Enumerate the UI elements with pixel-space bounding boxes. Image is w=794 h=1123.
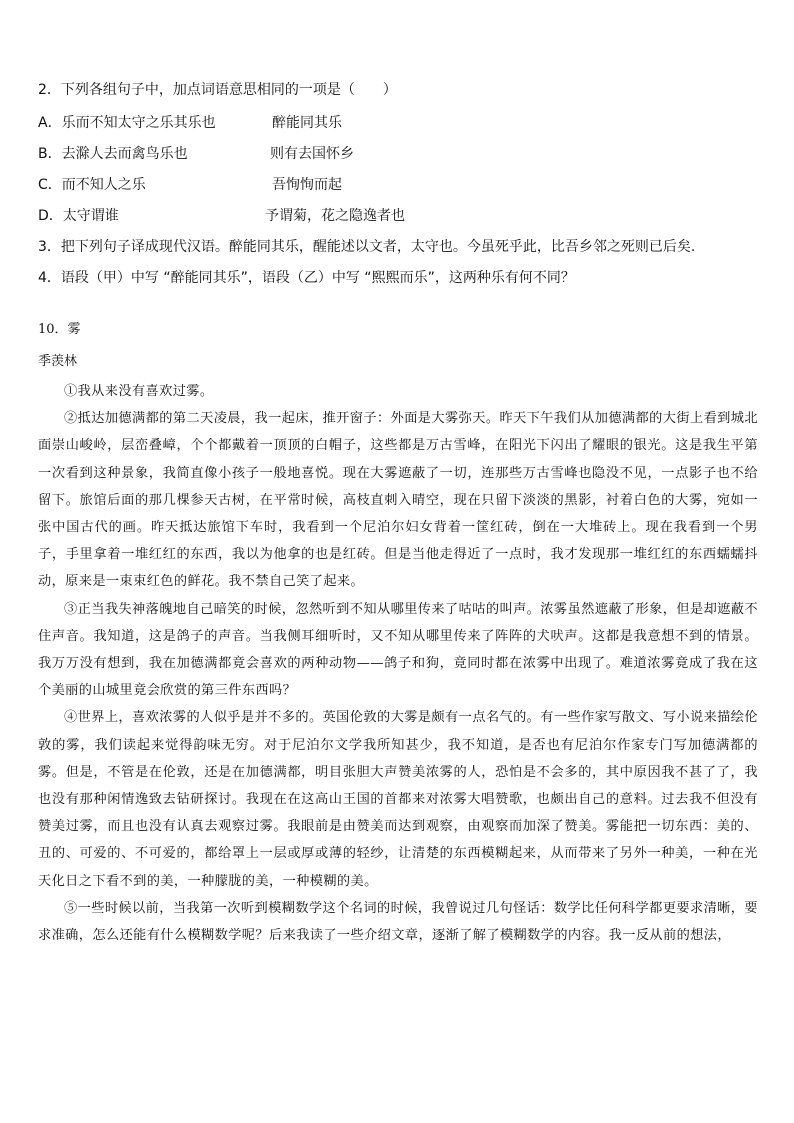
- option-b-left: B．去滁人去而禽鸟乐也: [38, 146, 188, 162]
- article-author: 季羡林: [38, 354, 78, 369]
- article-number-title: 10．雾: [38, 322, 81, 337]
- option-d-right: 予谓菊，花之隐逸者也: [265, 208, 405, 224]
- option-b-right: 则有去国怀乡: [270, 146, 354, 162]
- option-d-left: D．太守谓谁: [38, 208, 119, 224]
- question-3: 3．把下列句子译成现代汉语。醉能同其乐，醒能述以文者，太守也。今虽死乎此，比吾乡邻之死则已后矣.: [38, 239, 696, 255]
- article-paragraph-3: ③正当我失神落魄地自己暗笑的时候，忽然听到不知从哪里传来了咕咕的叫声。浓雾虽然遮蔽了形象，但是却遮蔽不住声音。我知道，这是鸽子的声音。当我侧耳细听时，又不知从哪里传来了阵阵的犬吠声。这都是我意想不到的情景。我万万没有想到，我在加德满都竟会喜欢的两种动物——鸽子和狗，竟同时都在浓雾中出现了。难道浓雾竟成了我在这个美丽的山城里竟会欣赏的第三件东西吗？: [38, 601, 758, 699]
- option-a-left: A．乐而不知太守之乐其乐也: [38, 115, 216, 131]
- article-paragraph-2: ②抵达加德满都的第二天凌晨，我一起床，推开窗子：外面是大雾弥天。昨天下午我们从加德满都的大街上看到城北面崇山峻岭，层峦叠嶂，个个都戴着一顶顶的白帽子，这些都是万古雪峰，在阳光下闪出了耀眼的银光。这是我生平第一次看到这种景象，我简直像小孩子一般地喜悦。现在大雾遮蔽了一切，连那些万古雪峰也隐没不见，一点影子也不给留下。旅馆后面的那几棵参天古树，在平常时候，高枝直刺入晴空，现在只留下淡淡的黑影，衬着白色的大雾，宛如一张中国古代的画。昨天抵达旅馆下车时，我看到一个尼泊尔妇女背着一筐红砖，倒在一大堆砖上。现在我看到一个男子，手里拿着一堆红红的东西，我以为他拿的也是红砖。但是当他走得近了一点时，我才发现那一堆红红的东西蠕蠕抖动，原来是一束束红色的鲜花。我不禁自己笑了起来。: [38, 411, 758, 590]
- article-body: [38, 378, 758, 949]
- question-4: 4．语段（甲）中写 “醉能同其乐”，语段（乙）中写 “熙熙而乐”，这两种乐有何不同？: [38, 270, 575, 286]
- option-a-right: 醉能同其乐: [272, 115, 342, 131]
- option-c-left: C．而不知人之乐: [38, 177, 146, 193]
- article-paragraph-4: ④世界上，喜欢浓雾的人似乎是并不多的。英国伦敦的大雾是颇有一点名气的。有一些作家写散文、写小说来描绘伦敦的雾，我们读起来觉得韵味无穷。对于尼泊尔文学我所知甚少，我不知道，是否也有尼泊尔作家专门写加德满都的雾。但是，不管是在伦敦，还是在加德满都，明目张胆大声赞美浓雾的人，恐怕是不会多的，其中原因我不甚了了，我也没有那种闲情逸致去钻研探讨。我现在在这高山王国的首都来对浓雾大唱赞歌，也颇出自己的意料。过去我不但没有赞美过雾，而且也没有认真去观察过雾。我眼前是由赞美而达到观察，由观察而加深了赞美。雾能把一切东西：美的、丑的、可爱的、不可爱的，都给罩上一层或厚或薄的轻纱，让清楚的东西模糊起来，从而带来了另外一种美，一种在光天化日之下看不到的美，一种朦胧的美，一种模糊的美。: [38, 710, 758, 889]
- article-paragraph-5: ⑤一些时候以前，当我第一次听到模糊数学这个名词的时候，我曾说过几句怪话：数学比任何科学都更要求清晰，要求准确，怎么还能有什么模糊数学呢？后来我读了一些介绍文章，逐渐了解了模糊数学的内容。我一反从前的想法，: [38, 900, 758, 944]
- article-paragraph-1: ①我从来没有喜欢过雾。: [64, 384, 214, 399]
- question-2: 2．下列各组句子中，加点词语意思相同的一项是（ ）: [38, 82, 397, 98]
- option-c-right: 吾恂恂而起: [272, 177, 342, 193]
